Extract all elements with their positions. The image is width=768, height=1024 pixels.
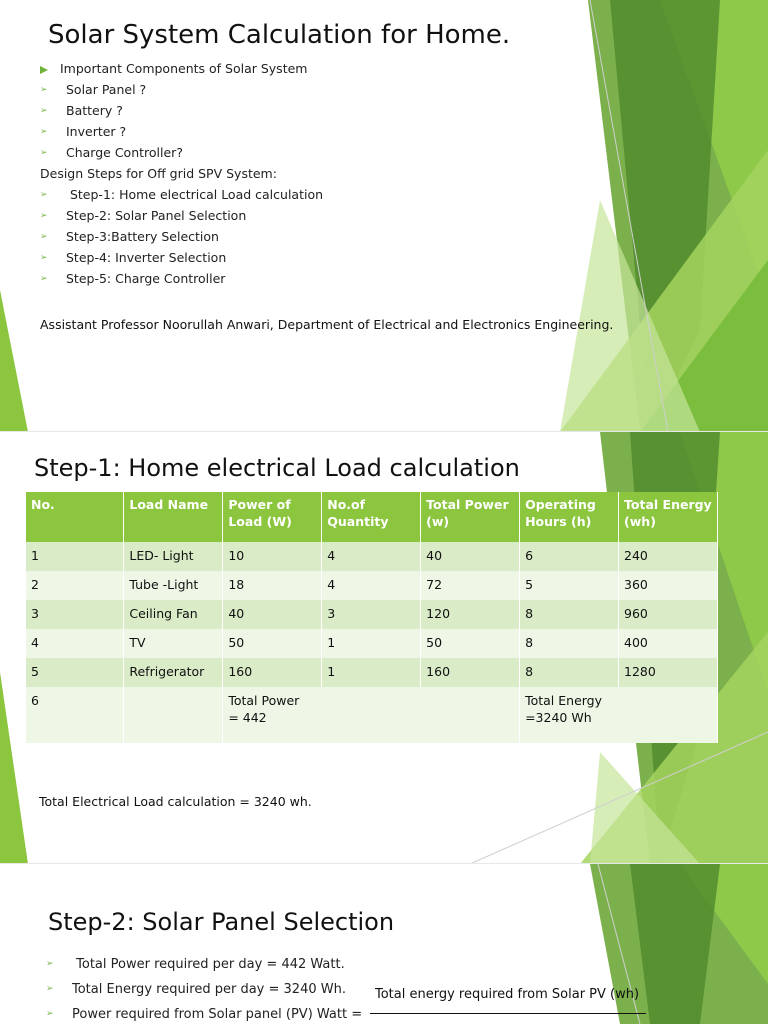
table-cell: Ceiling Fan (124, 600, 223, 629)
total-power-cell: Total Power = 442 (223, 687, 520, 743)
table-cell: 400 (619, 629, 718, 658)
column-header: No. (26, 492, 124, 542)
triangle-bullet-icon (40, 66, 48, 74)
table-cell: TV (124, 629, 223, 658)
list-item: Design Steps for Off grid SPV System: (40, 166, 277, 181)
table-cell: 8 (520, 629, 619, 658)
components-list (40, 58, 323, 289)
slide-1 (0, 0, 768, 432)
table-cell: 6 (520, 542, 619, 571)
list-item: ➢ Step-5: Charge Controller (40, 268, 323, 289)
list-item: ➢ Charge Controller? (40, 142, 323, 163)
arrow-bullet-icon: ➢ (46, 1009, 54, 1019)
arrow-bullet-icon: ➢ (40, 127, 48, 137)
table-cell: Refrigerator (124, 658, 223, 687)
table-cell: 4 (322, 542, 421, 571)
table-cell: 50 (223, 629, 322, 658)
table-cell: LED- Light (124, 542, 223, 571)
table-cell: 4 (322, 571, 421, 600)
fraction-numerator: Total energy required from Solar PV (wh) (375, 987, 640, 1002)
table-cell: 960 (619, 600, 718, 629)
table-header-row (26, 492, 718, 542)
list-item: ➢ Battery ? (40, 100, 323, 121)
table-cell: 160 (421, 658, 520, 687)
arrow-bullet-icon: ➢ (40, 85, 48, 95)
table-row (26, 629, 718, 658)
table-cell: 8 (520, 658, 619, 687)
table-cell: 10 (223, 542, 322, 571)
column-header: Total Energy (wh) (619, 492, 718, 542)
table-cell: 1 (26, 542, 124, 571)
table-cell: 18 (223, 571, 322, 600)
table-row (26, 571, 718, 600)
arrow-bullet-icon: ➢ (40, 232, 48, 242)
table-cell: Tube -Light (124, 571, 223, 600)
table-cell (124, 687, 223, 743)
arrow-bullet-icon: ➢ (40, 148, 48, 158)
table-cell: 5 (26, 658, 124, 687)
table-cell: 6 (26, 687, 124, 743)
column-header: No.of Quantity (322, 492, 421, 542)
arrow-bullet-icon: ➢ (46, 984, 54, 994)
arrow-bullet-icon: ➢ (40, 211, 48, 221)
list-item: ➢ Step-3:Battery Selection (40, 226, 323, 247)
table-cell: 50 (421, 629, 520, 658)
author-line: Assistant Professor Noorullah Anwari, Department of Electrical and Electronics Engineering. (40, 317, 614, 332)
section-title: Step-2: Solar Panel Selection (48, 908, 395, 936)
table-cell: 120 (421, 600, 520, 629)
arrow-bullet-icon: ➢ (40, 190, 48, 200)
arrow-bullet-icon: ➢ (40, 274, 48, 284)
table-cell: 8 (520, 600, 619, 629)
table-cell: 72 (421, 571, 520, 600)
arrow-bullet-icon: ➢ (46, 959, 54, 969)
list-item: ➢ Power required from Solar panel (PV) Watt = (46, 1002, 362, 1024)
table-cell: 40 (421, 542, 520, 571)
panel-selection-list (46, 952, 362, 1024)
table-cell: 240 (619, 542, 718, 571)
table-cell: 3 (26, 600, 124, 629)
fraction-bar (370, 1013, 646, 1014)
table-cell: 3 (322, 600, 421, 629)
table-cell: 4 (26, 629, 124, 658)
table-row (26, 658, 718, 687)
list-item: ➢ Total Power required per day = 442 Watt. (46, 952, 362, 977)
list-item: ➢ Step-4: Inverter Selection (40, 247, 323, 268)
table-cell: 2 (26, 571, 124, 600)
table-cell: 1 (322, 658, 421, 687)
load-summary: Total Electrical Load calculation = 3240 wh. (39, 794, 312, 809)
column-header: Total Power (w) (421, 492, 520, 542)
table-cell: 1280 (619, 658, 718, 687)
list-item: ➢ Step-2: Solar Panel Selection (40, 205, 323, 226)
list-item: ➢ Solar Panel ? (40, 79, 323, 100)
slide-3 (0, 864, 768, 1024)
section-title: Step-1: Home electrical Load calculation (34, 454, 520, 482)
load-table (26, 492, 718, 743)
page-title: Solar System Calculation for Home. (48, 20, 511, 50)
table-cell: 40 (223, 600, 322, 629)
column-header: Load Name (124, 492, 223, 542)
table-cell: 160 (223, 658, 322, 687)
list-item: ➢ Step-1: Home electrical Load calculation (40, 184, 323, 205)
arrow-bullet-icon: ➢ (40, 253, 48, 263)
arrow-bullet-icon: ➢ (40, 106, 48, 116)
table-row (26, 600, 718, 629)
slide-2 (0, 432, 768, 864)
table-total-row (26, 687, 718, 743)
total-energy-cell: Total Energy =3240 Wh (520, 687, 718, 743)
table-cell: 360 (619, 571, 718, 600)
table-cell: 5 (520, 571, 619, 600)
table-cell: 1 (322, 629, 421, 658)
list-item: ➢ Total Energy required per day = 3240 Wh. (46, 977, 362, 1002)
table-row (26, 542, 718, 571)
list-item: Important Components of Solar System (40, 58, 323, 79)
list-item: ➢ Inverter ? (40, 121, 323, 142)
column-header: Operating Hours (h) (520, 492, 619, 542)
column-header: Power of Load (W) (223, 492, 322, 542)
